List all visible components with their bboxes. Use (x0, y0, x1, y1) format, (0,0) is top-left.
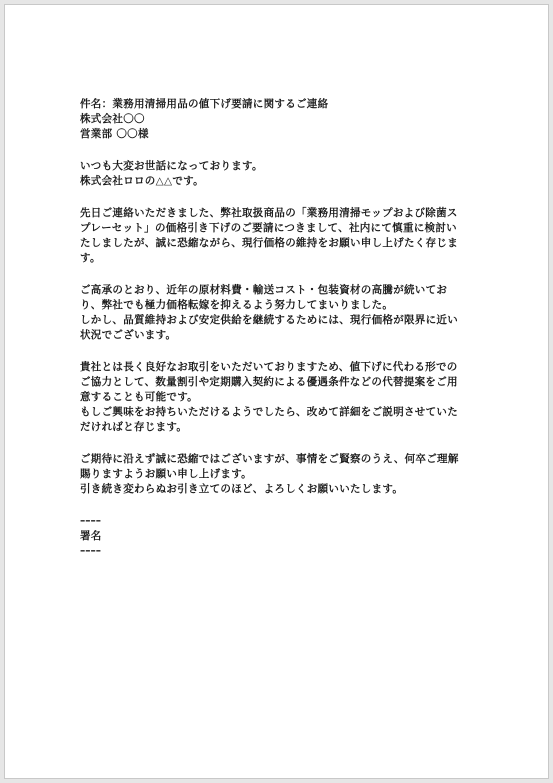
paragraph-line: ご協力として、数量割引や定期購入契約による優遇条件などの代替提案をご用 (80, 376, 458, 388)
paragraph-alternative (80, 360, 480, 435)
closing-line: ご期待に沿えず誠に恐縮ではございますが、事情をご賢察のうえ、何卒ご理解 (80, 453, 459, 465)
closing-line: 引き続き変わらぬお引き立てのほど、よろしくお願いいたします。 (80, 483, 404, 495)
paragraph-line: 状況でございます。 (80, 329, 177, 341)
signature-label: 署名 (80, 530, 102, 542)
recipient-company: 株式会社〇〇 (80, 113, 145, 125)
paragraph-request (80, 206, 480, 266)
paragraph-line: 先日ご連絡いただきました、弊社取扱商品の「業務用清掃モップおよび除菌ス (80, 207, 458, 219)
closing-block (80, 452, 480, 497)
closing-line: 賜りますようお願い申し上げます。 (80, 468, 252, 480)
letter-body (80, 97, 480, 559)
sender-intro-line: 株式会社ロロの△△です。 (80, 175, 204, 187)
signature-rule-bottom: –––– (80, 545, 101, 557)
recipient-block (80, 112, 480, 142)
paragraph-line: す。 (80, 252, 101, 264)
paragraph-line: たしましたが、誠に恐縮ながら、現行価格の維持をお願い申し上げたく存じま (80, 237, 458, 249)
paragraph-line: 意することも可能です。 (80, 391, 198, 403)
recipient-department: 営業部 〇〇様 (80, 128, 149, 140)
subject-line: 件名：業務用清掃用品の値下げ要請に関するご連絡 (80, 98, 329, 110)
document-page (4, 4, 549, 779)
paragraph-line: プレーセット」の価格引き下げのご要請につきまして、社内にて慎重に検討い (80, 222, 457, 234)
signature-rule-top: –––– (80, 515, 101, 527)
paragraph-line: 貴社とは長く良好なお取引をいただいておりますため、値下げに代わる形での (80, 361, 458, 373)
paragraph-line: ご高承のとおり、近年の原材料費・輸送コスト・包装資材の高騰が続いてお (80, 284, 448, 296)
paragraph-line: もしご興味をお持ちいただけるようでしたら、改めて詳細をご説明させていた (80, 406, 458, 418)
signature-block (80, 514, 480, 559)
paragraph-line: り、弊社でも極力価格転嫁を抑えるよう努力してまいりました。 (80, 299, 394, 311)
paragraph-reason (80, 283, 480, 343)
paragraph-line: だければと存じます。 (80, 421, 188, 433)
greeting-block (80, 159, 480, 189)
greeting-line: いつも大変お世話になっております。 (80, 160, 263, 172)
paragraph-line: しかし、品質維持および安定供給を継続するためには、現行価格が限界に近い (80, 314, 458, 326)
